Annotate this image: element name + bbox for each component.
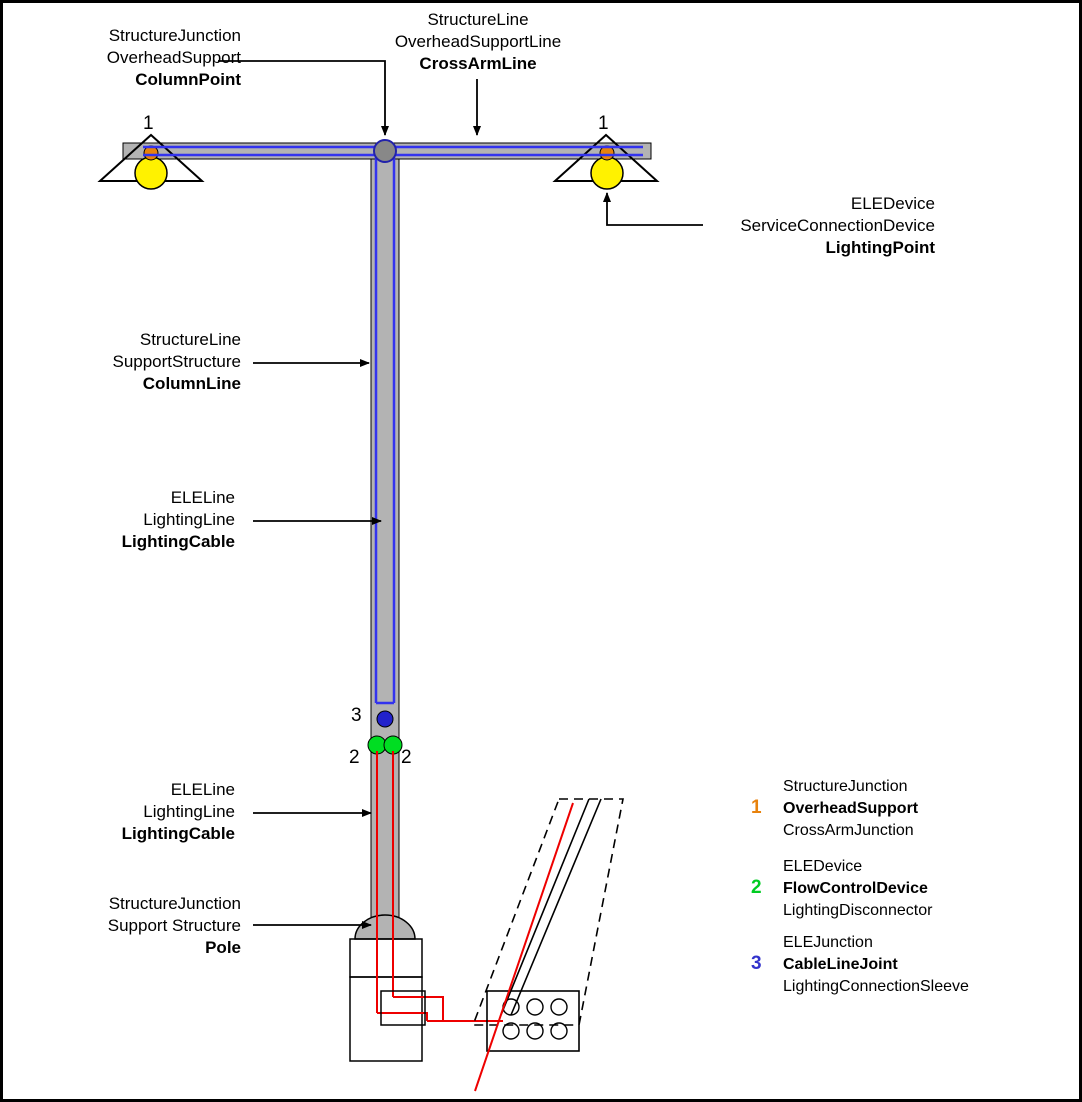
duct-line-a [501,799,589,1015]
duct-line-b [511,799,601,1015]
marker-3: 3 [351,705,362,726]
column-point-label-line2: OverheadSupport [106,48,241,67]
lighting-cable-upper-line1: ELELine [170,488,235,507]
duct-hole [527,999,543,1015]
column-line-label [3,329,241,395]
lighting-cable-lower-label [3,779,235,845]
legend-entry-3-line2: CableLineJoint [783,956,898,973]
legend-entry-1 [783,776,918,842]
left-lamp-icon [135,157,167,189]
marker-1-right: 1 [598,113,609,134]
legend-entry-1-line1: StructureJunction [783,778,908,795]
lighting-cable-upper-line2: LightingLine [143,510,235,529]
legend-entry-2-line1: ELEDevice [783,858,863,875]
column-line-label-line2: SupportStructure [112,352,241,371]
marker-1-left: 1 [143,113,154,134]
cross-arm-line-label-bold: CrossArmLine [419,54,537,73]
cable-red-turn-left [377,1013,427,1021]
legend-entry-1-line3: CrossArmJunction [783,822,914,839]
lighting-point-label-bold: LightingPoint [825,238,935,257]
column-point-junction-icon [374,140,396,162]
lighting-cable-lower-line2: LightingLine [143,802,235,821]
column-point-label [3,25,241,91]
right-lamp-icon [591,157,623,189]
pole-label [3,893,241,959]
lighting-cable-lower-bold: LightingCable [121,824,235,843]
legend-entry-3-line3: LightingConnectionSleeve [783,978,969,995]
legend-entry-2 [783,856,932,922]
pole-foundation [350,977,422,1061]
column-point-label-bold: ColumnPoint [135,70,241,89]
marker-2-left: 2 [349,747,360,768]
lighting-cable-lower-line1: ELELine [170,780,235,799]
lighting-point-label [663,193,935,259]
cross-arm-line-label-line1: StructureLine [427,10,529,29]
column-line-label-bold: ColumnLine [142,374,241,393]
pole-label-line2: Support Structure [107,916,241,935]
marker-2-right: 2 [401,747,412,768]
cable-red-turn-right [393,997,443,1021]
legend-entry-2-line2: FlowControlDevice [783,880,928,897]
cable-line-joint-icon [377,711,393,727]
lighting-point-label-line2: ServiceConnectionDevice [740,216,935,235]
cross-arm-line-label-line2: OverheadSupportLine [394,32,562,51]
legend-entry-1-line2: OverheadSupport [783,800,919,817]
legend-entry-3 [783,932,969,998]
lighting-cable-upper-bold: LightingCable [121,532,235,551]
pole-base-cap [355,915,415,939]
pole-label-bold: Pole [205,938,241,957]
pole-base-collar [350,939,422,977]
lighting-cable-upper-label [3,487,235,553]
column-point-label-line1: StructureJunction [108,26,241,45]
cross-arm-line-label [353,9,603,75]
lighting-point-label-line1: ELEDevice [850,194,935,213]
legend-entry-3-line1: ELEJunction [783,934,873,951]
duct-hole [551,999,567,1015]
legend-entry-2-line3: LightingDisconnector [783,902,933,919]
cable-red-duct-run [475,803,573,1091]
legend-num-1: 1 [751,797,762,818]
legend-num-2: 2 [751,877,762,898]
pole-label-line1: StructureJunction [108,894,241,913]
duct-hole [551,1023,567,1039]
legend-num-3: 3 [751,953,762,974]
column-line-label-line1: StructureLine [139,330,241,349]
